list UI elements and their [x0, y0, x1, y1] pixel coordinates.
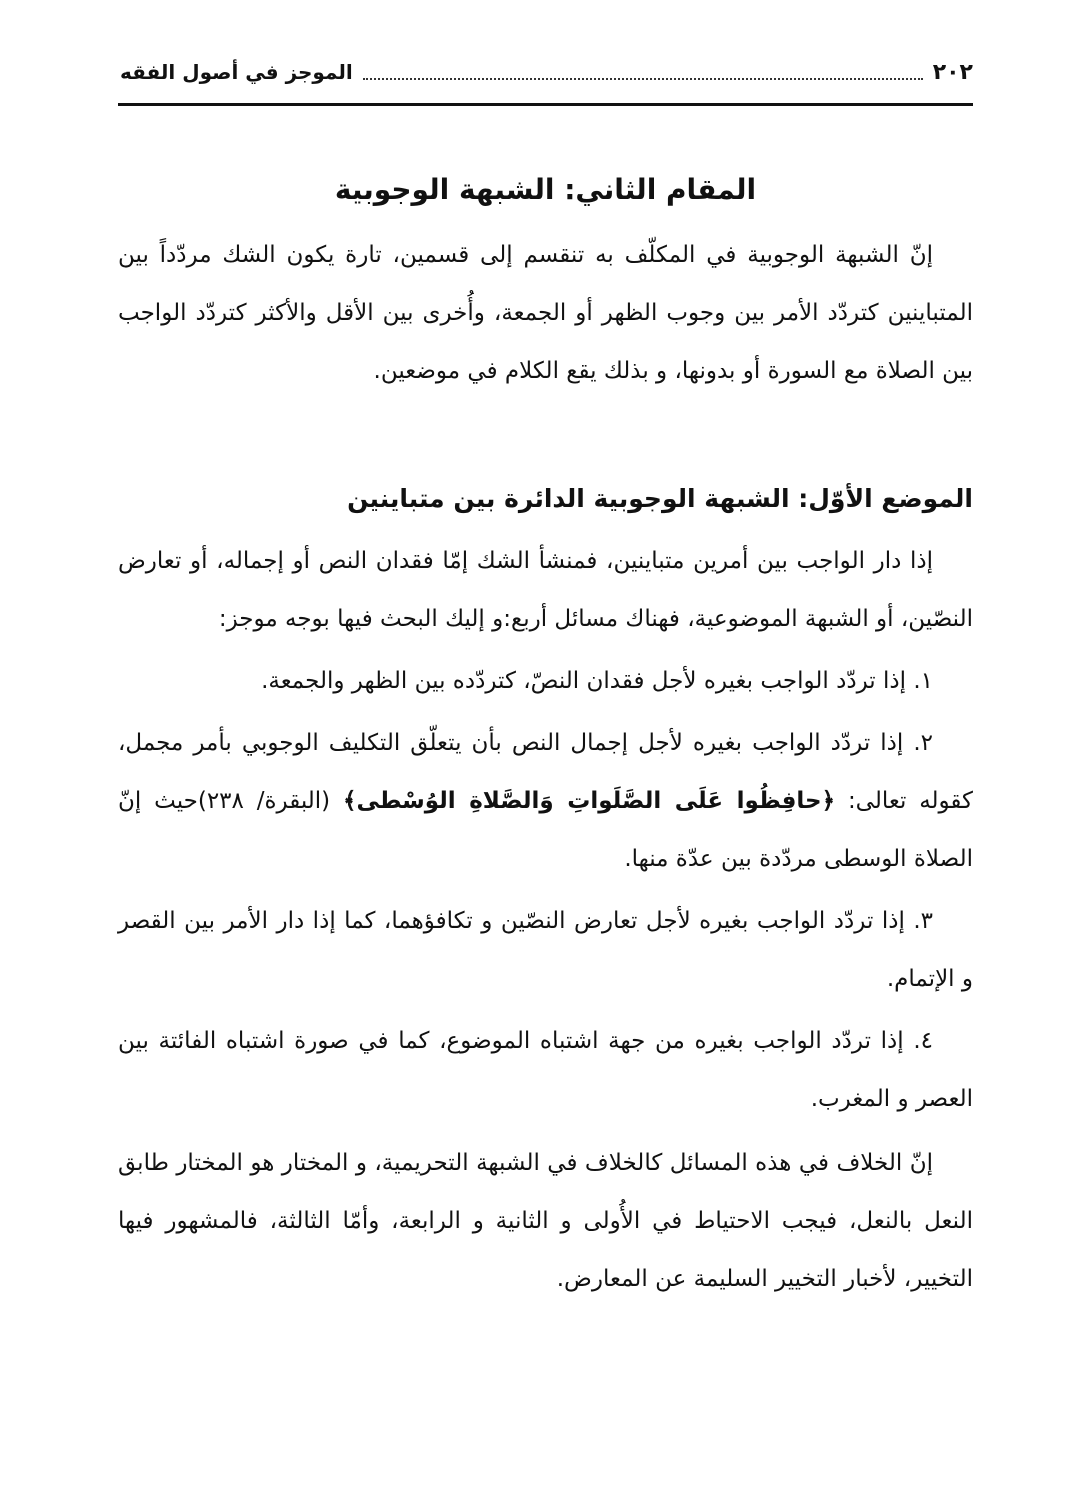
- section-title: المقام الثاني: الشبهة الوجوبية: [334, 173, 757, 206]
- list-item-2: [118, 714, 973, 888]
- header-leader-dots: [363, 64, 923, 80]
- list-item-1: ١. إذا تردّد الواجب بغيره لأجل فقدان النصّ، كتردّده بين الظهر والجمعة.: [261, 668, 933, 694]
- page-number: ٢٠٢: [932, 59, 973, 85]
- section-intro-paragraph: إنّ الشبهة الوجوبية في المكلّف به تنقسم إلى قسمين، تارة يكون الشك مردّداً بين المتباينين كتردّد الأمر بين وجوب الظهر أو الجمعة، وأُخرى بين الأقل والأكثر كتردّد الواجب بين الصلاة مع السورة أو بدونها، و بذلك يقع الكلام في موضعين.: [118, 242, 973, 384]
- running-header: [120, 52, 973, 92]
- header-rule: [118, 103, 973, 106]
- subsection-intro-paragraph: إذا دار الواجب بين أمرين متباينين، فمنشأ الشك إمّا فقدان النص أو إجماله، أو تعارض النصّين، أو الشبهة الموضوعية، فهناك مسائل أربع:و إليك البحث فيها بوجه موجز:: [118, 548, 973, 632]
- page-content: [118, 160, 973, 1308]
- subsection-title: الموضع الأوّل: الشبهة الوجوبية الدائرة بين متباينين: [347, 484, 973, 513]
- list-item-2-text-before: ٢. إذا تردّد الواجب بغيره لأجل إجمال النص بأن يتعلّق التكليف الوجوبي بأمر مجمل، كقوله تعالى:: [118, 730, 973, 814]
- conclusion-paragraph: إنّ الخلاف في هذه المسائل كالخلاف في الشبهة التحريمية، و المختار هو المختار طابق النعل بالنعل، فيجب الاحتياط في الأُولى و الثانية و الرابعة، وأمّا الثالثة، فالمشهور فيها التخيير، لأخبار التخيير السليمة عن المعارض.: [118, 1150, 973, 1292]
- quran-verse: ﴿حافِظُوا عَلَى الصَّلَواتِ وَالصَّلاةِ الوُسْطى﴾: [342, 788, 836, 814]
- list-item-3: ٣. إذا تردّد الواجب بغيره لأجل تعارض النصّين و تكافؤهما، كما إذا دار الأمر بين القصر و الإتمام.: [118, 908, 973, 992]
- list-item-2-text-after: (البقرة/ ٢٣٨)حيث إنّ الصلاة الوسطى مردّدة بين عدّة منها.: [118, 788, 973, 872]
- book-title: الموجز في أصول الفقه: [120, 60, 353, 84]
- list-item-4: ٤. إذا تردّد الواجب بغيره من جهة اشتباه الموضوع، كما في صورة اشتباه الفائتة بين العصر و المغرب.: [118, 1028, 973, 1112]
